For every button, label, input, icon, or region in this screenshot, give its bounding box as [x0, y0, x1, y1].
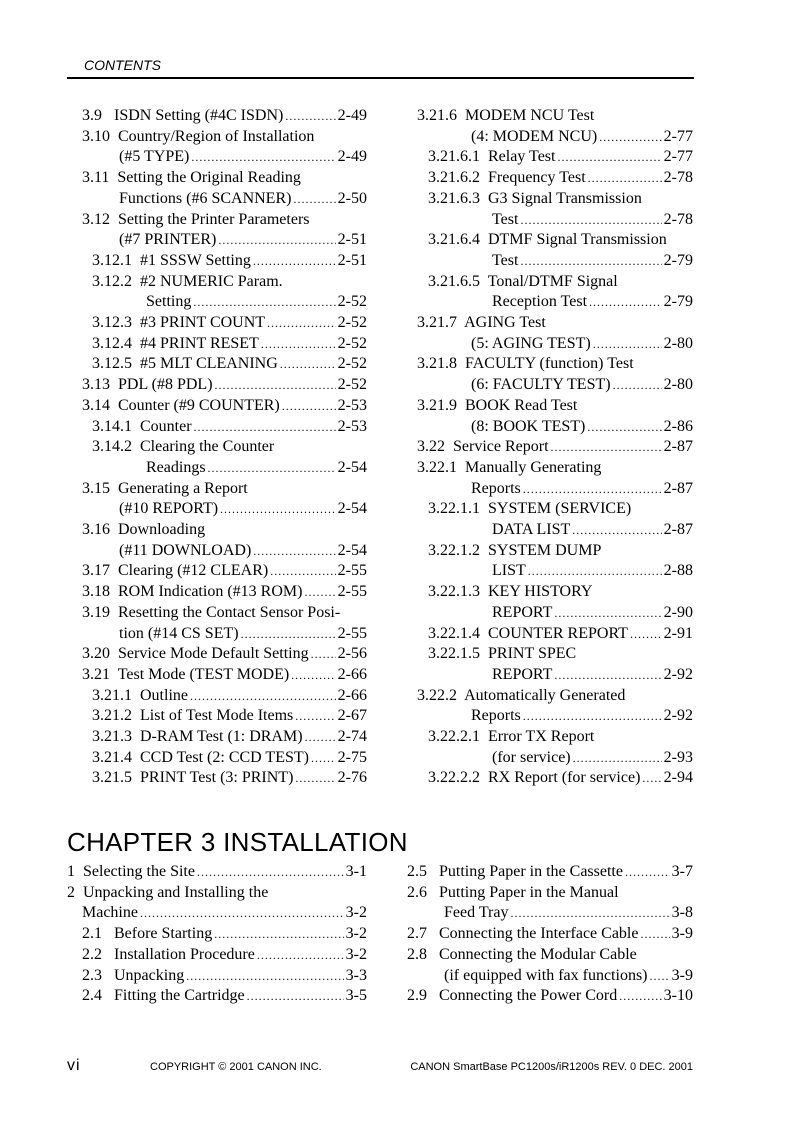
toc-entry-title: 3.21.6.1 Relay Test: [428, 148, 556, 166]
toc-entry-page: 3-7: [671, 863, 693, 880]
toc-entry: [82, 210, 367, 230]
toc-entry: [92, 748, 367, 768]
toc-entry-title: DATA LIST: [492, 521, 571, 538]
toc-entry-page: 2-78: [663, 210, 693, 228]
toc-entry: [92, 313, 367, 333]
toc-entry: [82, 986, 367, 1006]
toc-leader-dots: [587, 417, 661, 437]
toc-entry: [471, 127, 693, 147]
toc-entry: [428, 499, 693, 519]
toc-entry: [92, 251, 367, 271]
toc-entry-page: 3-2: [345, 904, 367, 922]
toc-entry-title: 2.7 Connecting the Interface Cable: [407, 925, 639, 943]
toc-entry: [444, 903, 693, 923]
toc-entry-title: Test: [492, 251, 519, 269]
toc-entry-title: (#11 DOWNLOAD): [119, 541, 252, 559]
toc-entry-title: 3.17 Clearing (#12 CLEAR): [82, 562, 269, 580]
toc-entry-title: 3.19 Resetting the Contact Sensor Posi-: [82, 603, 341, 621]
copyright-notice: COPYRIGHT © 2001 CANON INC.: [150, 1061, 322, 1073]
toc-leader-dots: [253, 541, 335, 561]
toc-leader-dots: [613, 375, 662, 395]
toc-leader-dots: [304, 582, 335, 602]
toc-entry: [428, 541, 693, 561]
toc-entry-title: Reception Test: [492, 293, 588, 311]
toc-entry-title: (#7 PRINTER): [119, 231, 217, 249]
toc-entry: [492, 748, 693, 768]
toc-entry-page: 2-51: [337, 231, 367, 249]
page-number: vi: [67, 1057, 81, 1074]
toc-leader-dots: [510, 903, 669, 923]
toc-entry: [146, 458, 367, 478]
toc-entry: [428, 644, 693, 664]
toc-entry-title: 3.21.9 BOOK Read Test: [417, 396, 578, 414]
toc-entry-title: Reports: [471, 707, 521, 725]
toc-entry: [119, 541, 367, 561]
toc-entry-title: 3.22.1.3 KEY HISTORY: [428, 583, 593, 601]
toc-entry: [492, 561, 693, 581]
toc-entry-page: 2-66: [337, 686, 367, 704]
toc-entry-page: 2-53: [337, 417, 367, 435]
toc-entry-page: 2-52: [337, 355, 367, 373]
toc-entry: [92, 727, 367, 747]
running-header: CONTENTS: [84, 57, 161, 73]
toc-entry: [492, 665, 693, 685]
toc-entry-page: 2-86: [663, 417, 693, 435]
toc-entry: [428, 147, 693, 167]
toc-leader-dots: [551, 437, 662, 457]
toc-entry-title: 3.21.7 AGING Test: [417, 314, 546, 331]
toc-leader-dots: [247, 986, 344, 1006]
toc-leader-dots: [208, 458, 336, 478]
document-info: CANON SmartBase PC1200s/iR1200s REV. 0 DEC. 2001: [410, 1061, 693, 1073]
toc-entry: [82, 396, 367, 416]
toc-leader-dots: [267, 313, 336, 333]
toc-leader-dots: [642, 768, 661, 788]
toc-entry-page: 2-67: [337, 707, 367, 725]
toc-entry-page: 2-87: [663, 479, 693, 497]
toc-entry-page: 2-77: [663, 148, 693, 166]
toc-leader-dots: [520, 251, 661, 271]
toc-entry: [82, 127, 367, 147]
toc-entry: [92, 417, 367, 437]
toc-entry: [119, 624, 367, 644]
toc-entry: [407, 862, 693, 882]
toc-entry-page: 2-77: [663, 127, 693, 145]
toc-entry-title: (for service): [492, 748, 571, 766]
toc-entry-title: 3.21.3 D-RAM Test (1: DRAM): [92, 728, 303, 745]
toc-entry: [92, 354, 367, 374]
toc-entry-page: 2-52: [337, 376, 367, 394]
toc-entry: [444, 966, 693, 986]
toc-entry-page: 2-79: [663, 293, 693, 311]
toc-entry-title: Feed Tray: [444, 904, 509, 922]
toc-entry: [428, 582, 693, 602]
toc-entry-page: 3-3: [345, 966, 367, 984]
toc-entry: [471, 706, 693, 726]
toc-entry-page: 2-87: [663, 521, 693, 538]
toc-entry-title: 3.14.1 Counter: [92, 417, 192, 435]
toc-entry-title: 3.21.6.2 Frequency Test: [428, 169, 586, 187]
toc-entry-title: 3.14.2 Clearing the Counter: [92, 438, 275, 456]
toc-entry: [82, 582, 367, 602]
toc-entry: [428, 189, 693, 209]
toc-entry-page: 2-87: [663, 438, 693, 456]
toc-entry: [492, 603, 693, 623]
toc-entry: [492, 292, 693, 312]
toc-entry-title: 3.21.8 FACULTY (function) Test: [417, 355, 634, 373]
toc-entry-page: 2-54: [337, 458, 367, 476]
toc-leader-dots: [619, 986, 661, 1006]
toc-entry-title: (5: AGING TEST): [471, 334, 591, 352]
toc-entry: [417, 354, 693, 374]
toc-entry: [146, 292, 367, 312]
toc-entry-page: 3-2: [345, 925, 367, 943]
toc-entry-title: 2.1 Before Starting: [82, 925, 213, 943]
toc-leader-dots: [573, 748, 662, 768]
toc-entry: [492, 210, 693, 230]
toc-entry-title: 3.21.5 PRINT Test (3: PRINT): [92, 769, 294, 787]
toc-leader-dots: [215, 375, 336, 395]
toc-entry-title: 3.22.2 Automatically Generated: [417, 686, 626, 704]
toc-entry-title: 3.9 ISDN Setting (#4C ISDN): [82, 107, 284, 124]
toc-entry-title: (4: MODEM NCU): [471, 127, 598, 145]
toc-entry-title: 3.21 Test Mode (TEST MODE): [82, 665, 290, 683]
toc-leader-dots: [528, 561, 662, 581]
toc-leader-dots: [218, 230, 335, 250]
toc-entry-page: 2-94: [663, 769, 693, 787]
toc-leader-dots: [295, 706, 335, 726]
toc-entry: [471, 417, 693, 437]
toc-entry-page: 2-55: [337, 624, 367, 642]
toc-entry: [428, 230, 693, 250]
toc-entry-page: 2-80: [663, 334, 693, 352]
toc-entry-title: 2.5 Putting Paper in the Cassette: [407, 863, 623, 880]
toc-entry: [417, 313, 693, 333]
toc-entry: [92, 768, 367, 788]
toc-entry-page: 2-92: [663, 665, 693, 683]
toc-entry-title: 3.12.4 #4 PRINT RESET: [92, 334, 259, 352]
toc-entry-title: Setting: [146, 293, 192, 311]
toc-entry-page: 2-91: [663, 624, 693, 642]
toc-entry: [119, 499, 367, 519]
toc-entry: [407, 924, 693, 944]
toc-leader-dots: [191, 147, 335, 167]
toc-leader-dots: [186, 966, 343, 986]
toc-entry: [82, 945, 367, 965]
toc-entry-page: 2-88: [663, 562, 693, 580]
toc-leader-dots: [197, 862, 344, 882]
toc-entry-title: 3.21.6.5 Tonal/DTMF Signal: [428, 272, 618, 290]
toc-entry-title: tion (#14 CS SET): [119, 624, 239, 642]
toc-leader-dots: [220, 499, 336, 519]
toc-entry: [82, 168, 367, 188]
toc-entry-page: 2-50: [337, 189, 367, 207]
toc-entry-page: 2-52: [337, 293, 367, 311]
toc-entry: [119, 230, 367, 250]
toc-entry-title: 3.21.6 MODEM NCU Test: [417, 107, 595, 124]
toc-entry-title: 2.6 Putting Paper in the Manual: [407, 883, 619, 901]
toc-entry: [492, 251, 693, 271]
header-rule: [67, 77, 694, 79]
toc-entry: [92, 334, 367, 354]
toc-entry-title: 3.22.2.1 Error TX Report: [428, 728, 595, 745]
toc-entry-title: (#10 REPORT): [119, 500, 219, 518]
toc-entry-title: Test: [492, 210, 519, 228]
toc-entry-page: 2-75: [337, 748, 367, 766]
toc-entry-title: 3.22.1.1 SYSTEM (SERVICE): [428, 500, 632, 518]
toc-entry: [82, 924, 367, 944]
toc-entry: [92, 706, 367, 726]
toc-entry: [82, 106, 367, 126]
toc-leader-dots: [630, 624, 662, 644]
toc-entry-title: (6: FACULTY TEST): [471, 376, 611, 394]
toc-entry-page: 2-53: [337, 396, 367, 414]
toc-entry-title: 3.12.3 #3 PRINT COUNT: [92, 314, 266, 331]
toc-leader-dots: [285, 106, 335, 126]
toc-entry-title: REPORT: [492, 665, 553, 683]
toc-leader-dots: [572, 520, 661, 540]
toc-leader-dots: [257, 945, 344, 965]
toc-entry-title: 3.11 Setting the Original Reading: [82, 169, 301, 187]
toc-entry-title: 1 Selecting the Site: [67, 863, 195, 880]
toc-leader-dots: [140, 903, 344, 923]
toc-entry-title: 3.21.6.3 G3 Signal Transmission: [428, 189, 642, 207]
toc-entry-page: 2-52: [337, 334, 367, 352]
toc-leader-dots: [305, 727, 336, 747]
toc-entry: [492, 520, 693, 540]
toc-entry-page: 3-2: [345, 945, 367, 963]
toc-entry-title: (#5 TYPE): [119, 148, 190, 166]
toc-entry: [417, 686, 693, 706]
toc-entry-title: 3.22.1.5 PRINT SPEC: [428, 645, 577, 663]
toc-entry-page: 2-76: [337, 769, 367, 787]
toc-entry: [417, 396, 693, 416]
toc-leader-dots: [291, 665, 336, 685]
toc-entry-title: 3.14 Counter (#9 COUNTER): [82, 396, 280, 414]
toc-entry-title: 3.13 PDL (#8 PDL): [82, 376, 213, 394]
toc-entry-page: 2-55: [337, 583, 367, 601]
toc-entry-title: (8: BOOK TEST): [471, 417, 586, 435]
toc-entry-title: REPORT: [492, 603, 553, 621]
toc-entry-page: 3-10: [663, 987, 693, 1005]
toc-leader-dots: [270, 561, 335, 581]
toc-entry: [471, 375, 693, 395]
toc-entry-page: 2-78: [663, 169, 693, 187]
toc-leader-dots: [280, 354, 336, 374]
toc-leader-dots: [311, 644, 336, 664]
toc-entry-title: 2.2 Installation Procedure: [82, 945, 255, 963]
toc-entry-page: 2-51: [337, 251, 367, 269]
chapter-heading: CHAPTER 3 INSTALLATION: [67, 827, 408, 857]
toc-entry-title: 3.21.2 List of Test Mode Items: [92, 707, 294, 725]
toc-entry-page: 2-90: [663, 603, 693, 621]
toc-entry-title: Readings: [146, 458, 206, 476]
toc-entry-title: 2.4 Fitting the Cartridge: [82, 987, 245, 1005]
toc-entry: [82, 966, 367, 986]
toc-entry: [67, 862, 367, 882]
toc-entry-title: 3.12.5 #5 MLT CLEANING: [92, 355, 278, 373]
toc-entry-title: 2.9 Connecting the Power Cord: [407, 987, 618, 1005]
toc-entry-title: 3.22.2.2 RX Report (for service): [428, 769, 641, 787]
toc-entry: [428, 727, 693, 747]
toc-entry: [428, 768, 693, 788]
toc-entry: [82, 375, 367, 395]
toc-entry-title: 3.12.2 #2 NUMERIC Param.: [92, 272, 283, 290]
toc-entry: [92, 686, 367, 706]
toc-entry: [82, 479, 367, 499]
toc-entry-page: 2-55: [337, 562, 367, 580]
toc-leader-dots: [311, 748, 336, 768]
toc-leader-dots: [557, 147, 661, 167]
toc-entry-title: Machine: [82, 904, 138, 922]
toc-leader-dots: [214, 924, 343, 944]
toc-entry-page: 2-54: [337, 541, 367, 559]
toc-leader-dots: [523, 706, 662, 726]
toc-entry: [82, 561, 367, 581]
toc-entry: [407, 883, 693, 903]
toc-entry: [82, 520, 367, 540]
toc-entry: [119, 147, 367, 167]
toc-entry-title: 2.3 Unpacking: [82, 966, 185, 984]
toc-entry: [82, 603, 367, 623]
toc-leader-dots: [520, 210, 661, 230]
toc-entry-title: 3.22.1.4 COUNTER REPORT: [428, 624, 628, 642]
toc-entry: [417, 458, 693, 478]
toc-entry: [417, 437, 693, 457]
toc-entry-title: 3.21.4 CCD Test (2: CCD TEST): [92, 748, 309, 766]
toc-entry-title: 3.22.1 Manually Generating: [417, 458, 602, 476]
toc-entry: [417, 106, 693, 126]
toc-entry-title: 3.12.1 #1 SSSW Setting: [92, 251, 251, 269]
toc-entry-page: 3-1: [345, 863, 367, 880]
toc-entry-title: 3.20 Service Mode Default Setting: [82, 645, 309, 663]
toc-leader-dots: [650, 966, 670, 986]
toc-entry: [428, 624, 693, 644]
toc-entry-title: 2 Unpacking and Installing the: [67, 883, 269, 901]
toc-entry-page: 3-5: [345, 987, 367, 1005]
toc-leader-dots: [625, 862, 670, 882]
toc-entry-page: 2-79: [663, 251, 693, 269]
toc-entry-title: Reports: [471, 479, 521, 497]
toc-entry-page: 2-56: [337, 645, 367, 663]
toc-entry-page: 2-92: [663, 707, 693, 725]
toc-entry-title: 3.12 Setting the Printer Parameters: [82, 210, 310, 228]
toc-entry-page: 2-54: [337, 500, 367, 518]
toc-leader-dots: [241, 624, 336, 644]
toc-entry: [407, 986, 693, 1006]
toc-leader-dots: [593, 334, 662, 354]
toc-leader-dots: [253, 251, 336, 271]
toc-leader-dots: [554, 665, 661, 685]
toc-leader-dots: [599, 127, 661, 147]
toc-entry-title: 3.22.1.2 SYSTEM DUMP: [428, 541, 602, 559]
toc-leader-dots: [589, 292, 662, 312]
toc-entry-title: (if equipped with fax functions): [444, 966, 648, 984]
toc-entry-page: 2-66: [337, 665, 367, 683]
toc-entry-title: 3.16 Downloading: [82, 521, 206, 538]
toc-entry-title: 3.15 Generating a Report: [82, 479, 248, 497]
toc-entry-page: 2-74: [337, 728, 367, 745]
toc-entry-page: 2-80: [663, 376, 693, 394]
toc-entry: [82, 665, 367, 685]
toc-leader-dots: [194, 417, 336, 437]
toc-leader-dots: [190, 686, 336, 706]
toc-entry: [92, 272, 367, 292]
toc-leader-dots: [640, 924, 669, 944]
toc-entry-title: LIST: [492, 562, 526, 580]
toc-leader-dots: [295, 768, 335, 788]
toc-leader-dots: [588, 168, 662, 188]
toc-entry-page: 2-49: [337, 148, 367, 166]
toc-entry-title: 2.8 Connecting the Modular Cable: [407, 945, 637, 963]
toc-entry: [428, 272, 693, 292]
toc-entry: [92, 437, 367, 457]
toc-entry-title: Functions (#6 SCANNER): [119, 189, 292, 207]
toc-entry: [119, 189, 367, 209]
toc-entry-page: 2-93: [663, 748, 693, 766]
toc-leader-dots: [193, 292, 335, 312]
toc-entry-title: 3.21.1 Outline: [92, 686, 188, 704]
toc-entry-page: 3-9: [671, 925, 693, 943]
toc-entry-page: 3-9: [671, 966, 693, 984]
toc-entry: [471, 479, 693, 499]
toc-entry-title: 3.21.6.4 DTMF Signal Transmission: [428, 231, 667, 249]
toc-entry: [82, 903, 367, 923]
toc-entry-page: 3-8: [671, 904, 693, 922]
toc-entry: [82, 644, 367, 664]
toc-entry-page: 2-49: [337, 107, 367, 124]
toc-leader-dots: [282, 396, 336, 416]
toc-entry: [67, 883, 367, 903]
toc-entry: [428, 168, 693, 188]
toc-entry-title: 3.10 Country/Region of Installation: [82, 127, 315, 145]
toc-entry-title: 3.18 ROM Indication (#13 ROM): [82, 583, 303, 601]
toc-entry-title: 3.22 Service Report: [417, 438, 549, 456]
toc-leader-dots: [554, 603, 661, 623]
toc-leader-dots: [261, 334, 336, 354]
toc-leader-dots: [523, 479, 662, 499]
toc-entry: [407, 945, 693, 965]
toc-entry: [471, 334, 693, 354]
toc-entry-page: 2-52: [337, 314, 367, 331]
toc-leader-dots: [293, 189, 335, 209]
